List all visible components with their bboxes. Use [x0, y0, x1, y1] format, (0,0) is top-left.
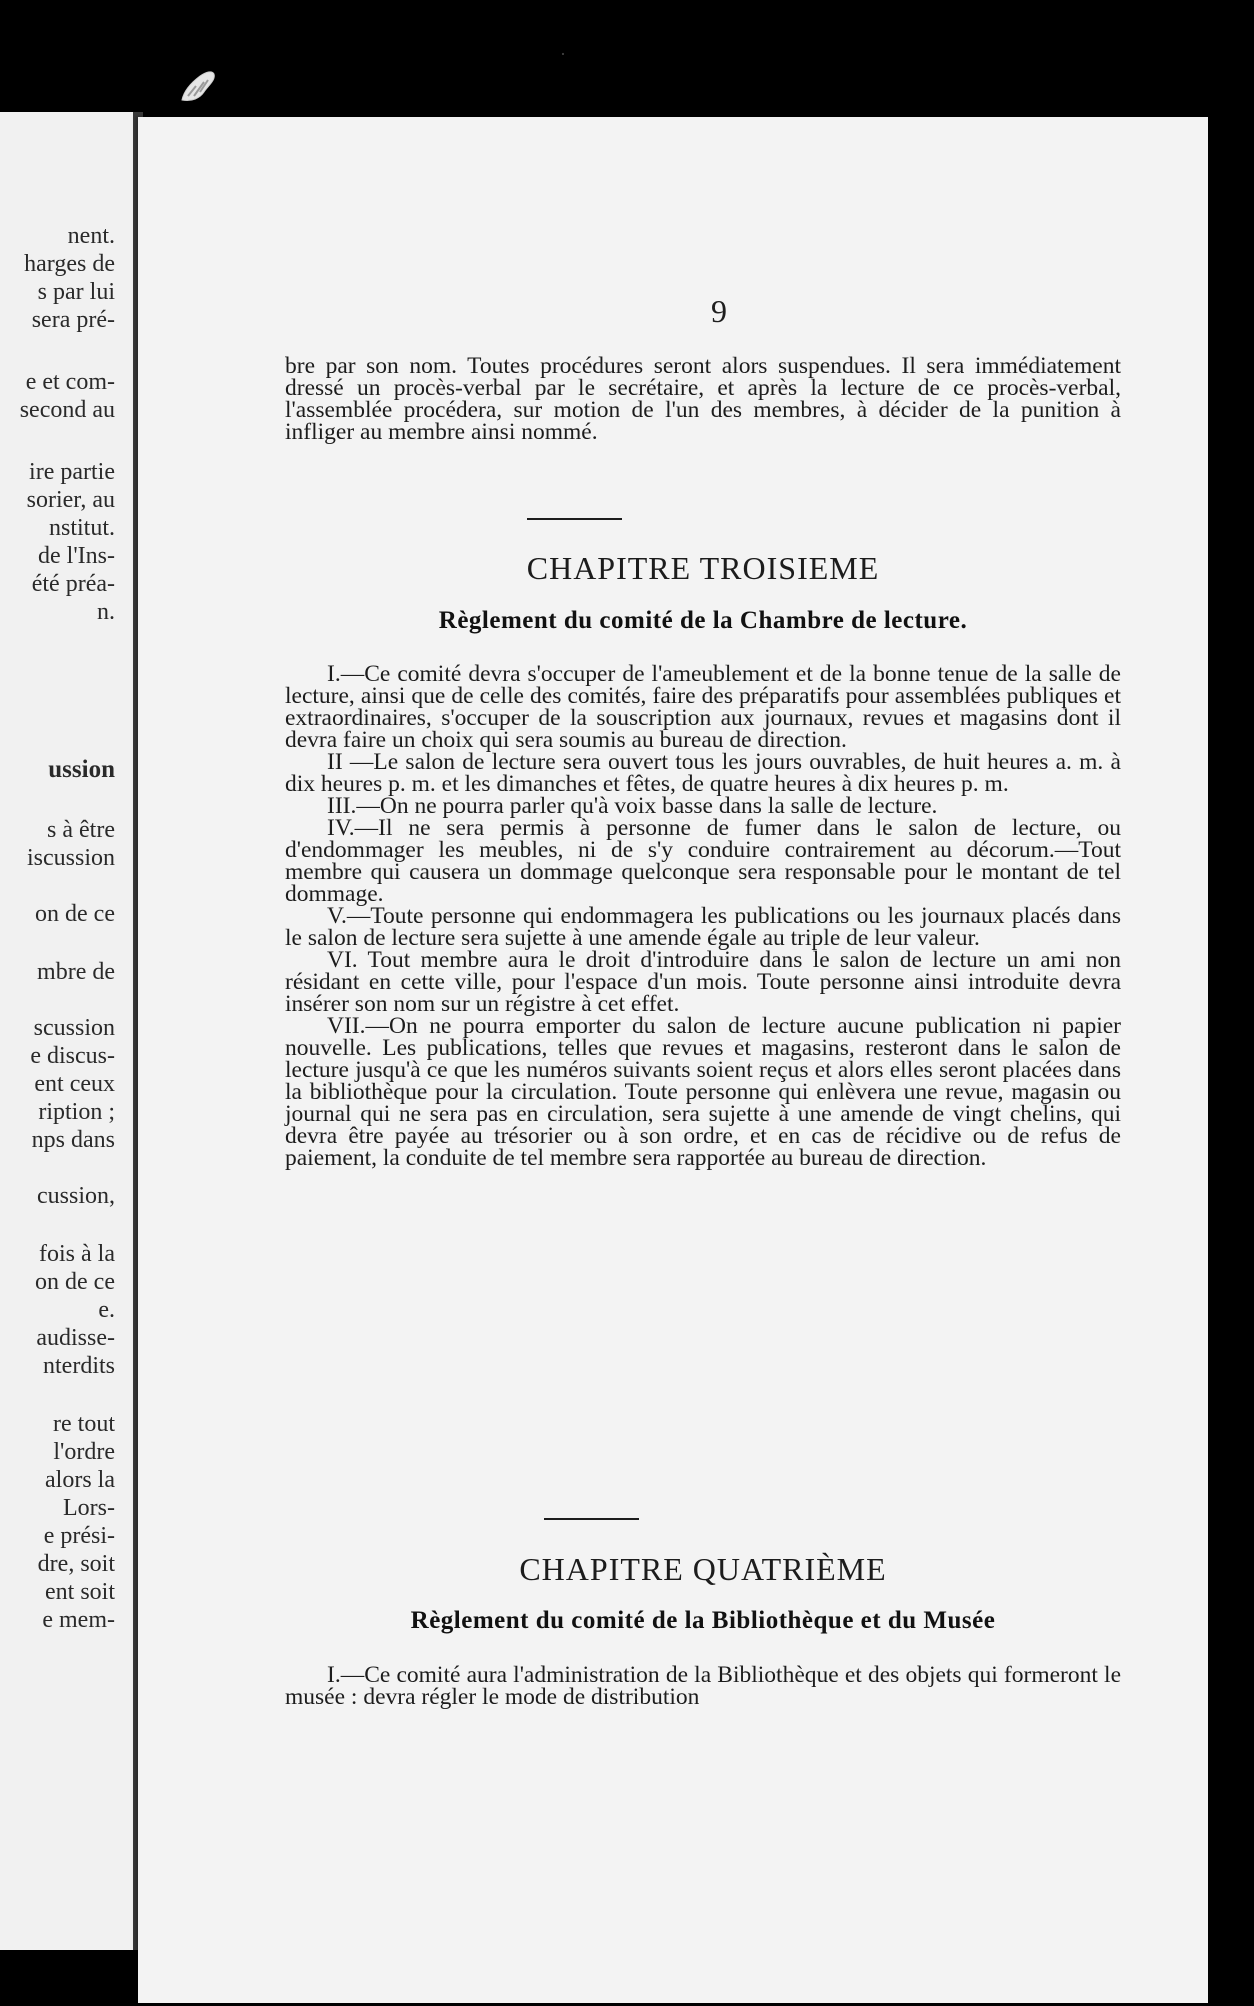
opening-paragraph — [285, 355, 1121, 443]
section-divider — [527, 518, 622, 520]
article-paragraph: II —Le salon de lecture sera ouvert tous les jours ouvrables, de huit heures a. m. à dix heures p. m. et les dimanches et fêtes, de quatre heures à dix heures p. m. — [285, 749, 1121, 797]
left-page-text-fragment: e mem- — [42, 1607, 115, 1633]
chapter-4-subtitle: Règlement du comité de la Bibliothèque et du Musée — [410, 1607, 996, 1634]
left-page-text-fragment: alors la — [45, 1467, 115, 1493]
previous-page — [0, 112, 135, 1950]
left-page-text-fragment: e et com- — [25, 369, 115, 395]
left-page-text-fragment: n. — [97, 599, 115, 625]
left-page-text-fragment: nstitut. — [48, 515, 115, 541]
left-page-text-fragment: s par lui — [37, 279, 115, 305]
article-paragraph: V.—Toute personne qui endommagera les publications ou les journaux placés dans le salon de lecture sera sujette à une amende égale au triple de leur valeur. — [285, 903, 1121, 951]
left-page-text-fragment: cussion, — [37, 1183, 115, 1209]
left-page-text-fragment: sorier, au — [26, 487, 115, 513]
left-page-text-fragment: on de ce — [35, 1269, 115, 1295]
article-paragraph: VII.—On ne pourra emporter du salon de lecture aucune publication ni papier nouvelle. Les publications, telles que revues et magasins, resteront dans le salon de lecture jusqu'à ce que les numéros suivants soient reçus et alors elles seront placées dans la bibliothèque pour la circulation. Toute personne qui enlèvera une revue, magasin ou journal qui ne sera pas en circulation, sera sujette à une amende de vingt chelins, qui devra être payée au trésorier ou à son ordre, et en cas de récidive ou de refus de paiement, la conduite de tel membre sera rapportée au bureau de direction. — [285, 1013, 1121, 1171]
left-page-text-fragment: on de ce — [35, 901, 115, 927]
chapter-3-subtitle: Règlement du comité de la Chambre de lecture. — [438, 607, 968, 634]
left-page-text-fragment: harges de — [24, 251, 115, 277]
book-page — [138, 117, 1208, 2003]
left-page-text-fragment: ription ; — [38, 1099, 115, 1125]
article-paragraph: I.—Ce comité aura l'administration de la Bibliothèque et des objets qui formeront le musée : devra régler le mode de distribution — [285, 1662, 1121, 1710]
left-page-text-fragment: dre, soit — [37, 1551, 115, 1577]
section-divider — [544, 1518, 639, 1520]
article-paragraph: III.—On ne pourra parler qu'à voix basse dans la salle de lecture. — [327, 793, 938, 819]
chapter-3-body — [285, 663, 1121, 1169]
left-page-text-fragment: été préa- — [31, 571, 115, 597]
left-page-text-fragment: ire partie — [29, 459, 115, 485]
left-page-text-fragment: sera pré- — [31, 307, 115, 333]
article-paragraph: VI. Tout membre aura le droit d'introduire dans le salon de lecture un ami non résidant en cette ville, pour l'espace d'un mois. Toute personne ainsi introduite devra insérer son nom sur un régistre à cet effet. — [285, 947, 1121, 1017]
body-paragraph: bre par son nom. Toutes procédures seront alors suspendues. Il sera immédiatement dressé un procès-verbal par le secrétaire, et après la lecture de ce procès-verbal, l'assemblée procédera, sur motion de l'un des membres, à décider de la punition à infliger au membre ainsi nommé. — [285, 353, 1121, 445]
left-page-text-fragment: e discus- — [30, 1043, 115, 1069]
speck-mark: · — [560, 44, 566, 64]
left-page-text-fragment: ent soit — [45, 1579, 115, 1605]
left-page-text-fragment: nps dans — [31, 1127, 115, 1153]
left-page-text-fragment: nterdits — [43, 1353, 115, 1379]
left-page-text-fragment: iscussion — [26, 845, 115, 871]
left-page-text-fragment: mbre de — [37, 959, 115, 985]
chapter-3-title: CHAPITRE TROISIEME — [526, 550, 880, 586]
left-page-text-fragment: second au — [19, 397, 115, 423]
left-page-text-fragment: audisse- — [36, 1325, 115, 1351]
left-page-text-fragment: nent. — [67, 223, 115, 249]
left-page-text-fragment: ussion — [48, 756, 115, 783]
left-page-text-fragment: ent ceux — [34, 1071, 115, 1097]
left-page-text-fragment: e prési- — [43, 1523, 115, 1549]
left-page-text-fragment: Lors- — [63, 1495, 115, 1521]
article-paragraph: IV.—Il ne sera permis à personne de fumer dans le salon de lecture, ou d'endommager les meubles, ni de s'y conduire contrairement au décorum.—Tout membre qui causera un dommage quelconque sera responsable pour le montant de tel dommage. — [285, 815, 1121, 907]
ink-blot-mark — [174, 62, 220, 108]
chapter-4-title: CHAPITRE QUATRIÈME — [519, 1551, 887, 1587]
left-page-text-fragment: scussion — [33, 1015, 115, 1041]
left-page-text-fragment: de l'Ins- — [38, 543, 115, 569]
chapter-4-body — [285, 1664, 1121, 1708]
left-page-text-fragment: l'ordre — [53, 1439, 115, 1465]
left-page-text-fragment: e. — [98, 1297, 115, 1323]
left-page-text-fragment: fois à la — [39, 1241, 115, 1267]
article-paragraph: I.—Ce comité devra s'occuper de l'ameublement et de la bonne tenue de la salle de lecture, ainsi que de celle des comités, faire des préparatifs pour assemblées publiques et extraordinaires, s'occuper de la souscription aux journaux, revues et magasins dont il devra faire un choix qui sera soumis au bureau de direction. — [285, 661, 1121, 753]
page-number: 9 — [711, 293, 727, 329]
left-page-text-fragment: re tout — [53, 1411, 115, 1437]
left-page-text-fragment: s à être — [47, 817, 115, 843]
